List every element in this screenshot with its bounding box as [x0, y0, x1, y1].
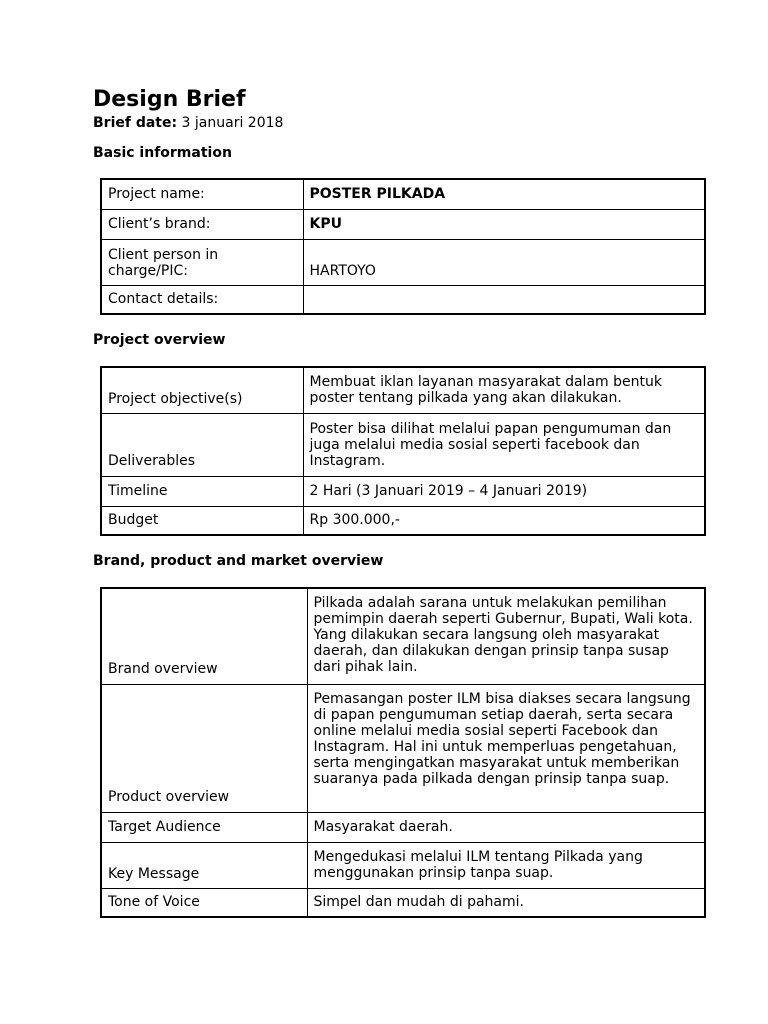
deliverables-label: Deliverables: [101, 413, 303, 476]
table-row: [101, 476, 705, 506]
contact-details-label: Contact details:: [101, 285, 303, 314]
table-row: [101, 209, 705, 239]
project-objective-label: Project objective(s): [101, 367, 303, 413]
document-title: Design Brief: [93, 87, 246, 112]
project-name-value: POSTER PILKADA: [303, 179, 705, 209]
brand-overview-value: Pilkada adalah sarana untuk melakukan pemilihan pemimpin daerah seperti Gubernur, Bupati, Wali kota. Yang dilakukan secara langsung oleh masyarakat daerah, dan dilakukan dengan prinsip tanpa susap dari pihak lain.: [307, 588, 705, 684]
timeline-label: Timeline: [101, 476, 303, 506]
table-row: [101, 239, 705, 285]
product-overview-value: Pemasangan poster ILM bisa diakses secara langsung di papan pengumuman setiap daerah, serta secara online melalui media sosial seperti Facebook dan Instagram. Hal ini untuk memperluas pengetahuan, serta mengingatkan masyarakat untuk memberikan suaranya pada pilkada dengan prinsip tanpa suap.: [307, 684, 705, 812]
table-row: [101, 684, 705, 812]
brief-date: [93, 114, 705, 132]
basic-information-table: [100, 178, 706, 315]
project-name-label: Project name:: [101, 179, 303, 209]
table-row: [101, 888, 705, 917]
section-heading-project-overview: Project overview: [93, 332, 226, 348]
table-row: [101, 812, 705, 842]
target-audience-label: Target Audience: [101, 812, 307, 842]
table-row: [101, 588, 705, 684]
key-message-value: Mengedukasi melalui ILM tentang Pilkada yang menggunakan prinsip tanpa suap.: [307, 842, 705, 888]
brand-overview-table: [100, 587, 706, 918]
budget-value: Rp 300.000,-: [303, 506, 705, 535]
key-message-label: Key Message: [101, 842, 307, 888]
design-brief-document: [93, 86, 705, 918]
product-overview-label: Product overview: [101, 684, 307, 812]
table-row: [101, 842, 705, 888]
table-row: [101, 367, 705, 413]
tone-of-voice-label: Tone of Voice: [101, 888, 307, 917]
client-brand-label: Client’s brand:: [101, 209, 303, 239]
tone-of-voice-value: Simpel dan mudah di pahami.: [307, 888, 705, 917]
table-row: [101, 285, 705, 314]
contact-details-value: [303, 285, 705, 314]
budget-label: Budget: [101, 506, 303, 535]
project-objective-value: Membuat iklan layanan masyarakat dalam bentuk poster tentang pilkada yang akan dilakukan.: [303, 367, 705, 413]
table-row: [101, 179, 705, 209]
timeline-value: 2 Hari (3 Januari 2019 – 4 Januari 2019): [303, 476, 705, 506]
section-heading-brand-overview: Brand, product and market overview: [93, 553, 384, 569]
brief-date-label: Brief date:: [93, 115, 178, 131]
target-audience-value: Masyarakat daerah.: [307, 812, 705, 842]
brief-date-value: 3 januari 2018: [181, 115, 284, 131]
client-pic-value: HARTOYO: [303, 239, 705, 285]
table-row: [101, 413, 705, 476]
client-brand-value: KPU: [303, 209, 705, 239]
deliverables-value: Poster bisa dilihat melalui papan pengumuman dan juga melalui media sosial seperti facebook dan Instagram.: [303, 413, 705, 476]
table-row: [101, 506, 705, 535]
section-heading-basic-information: Basic information: [93, 145, 232, 161]
brand-overview-label: Brand overview: [101, 588, 307, 684]
project-overview-table: [100, 366, 706, 536]
client-pic-label: Client person in charge/PIC:: [101, 239, 303, 285]
